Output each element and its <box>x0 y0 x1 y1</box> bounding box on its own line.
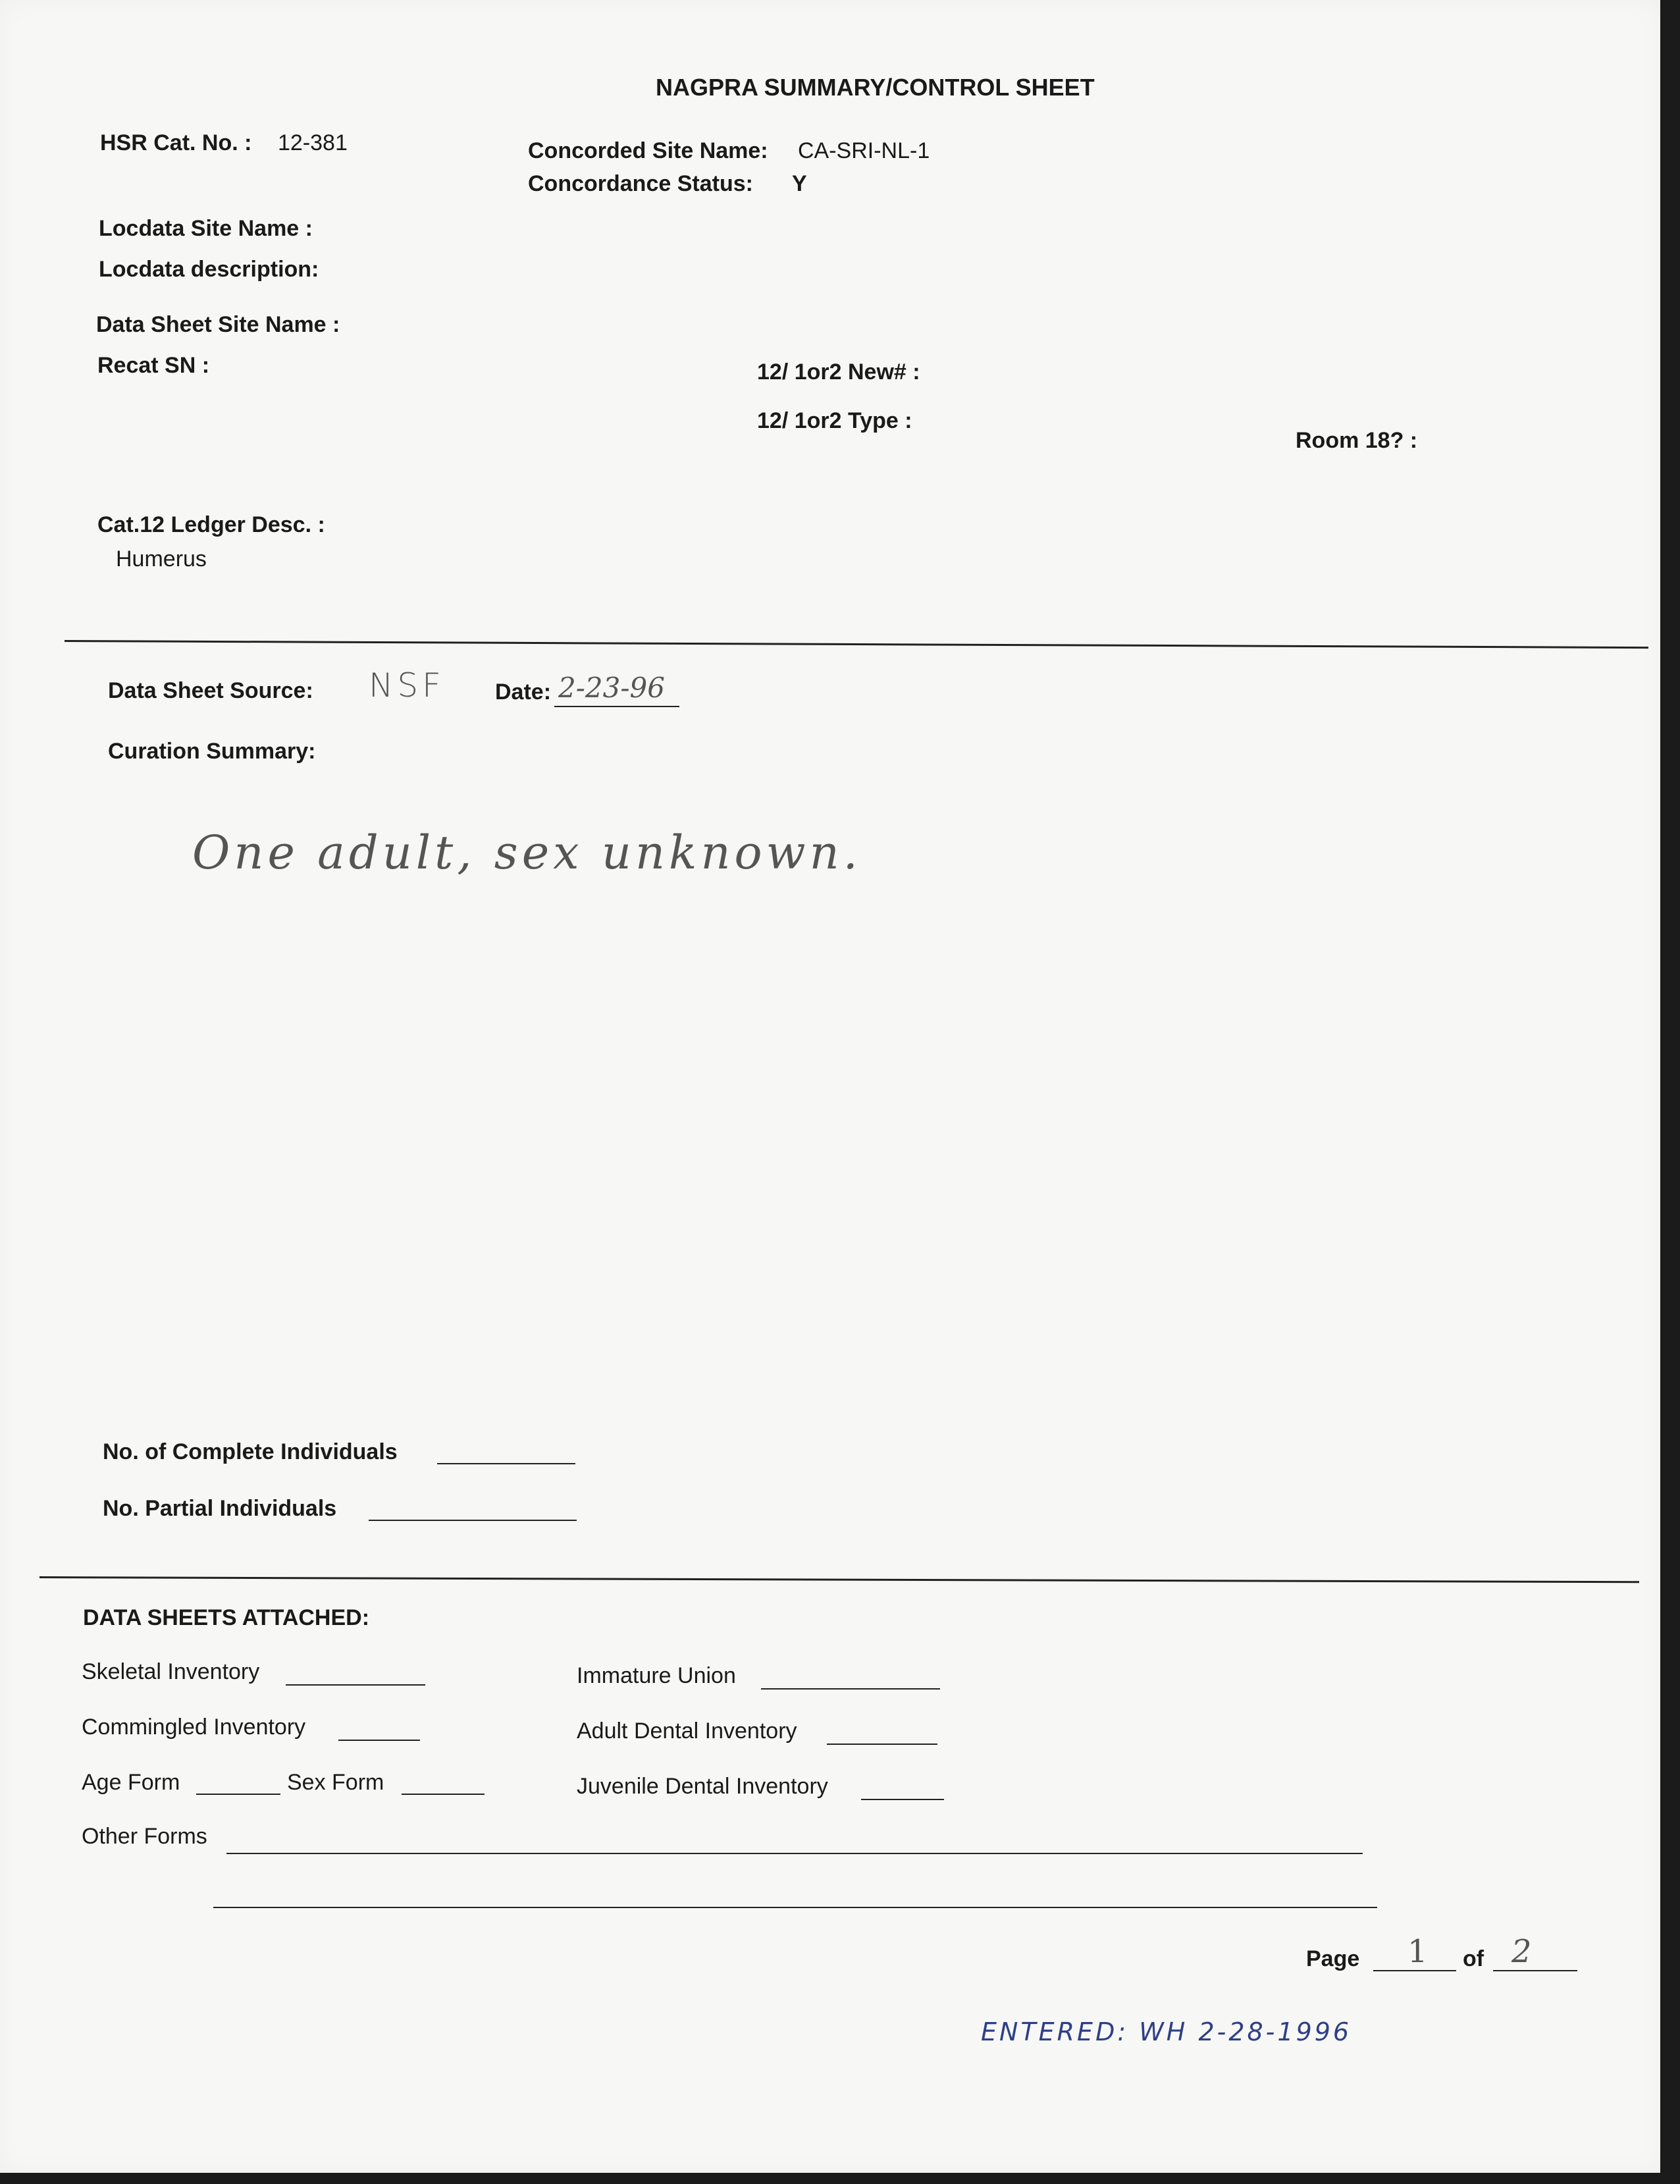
adult-dental-inventory-blank <box>827 1744 937 1745</box>
adult-dental-inventory-label: Adult Dental Inventory <box>577 1718 797 1744</box>
immature-union-blank <box>761 1688 940 1690</box>
page-number-blank <box>1373 1970 1456 1971</box>
commingled-inventory-blank <box>338 1740 420 1741</box>
concorded-site-value: CA-SRI-NL-1 <box>798 138 930 163</box>
date-label: Date: <box>495 679 552 705</box>
new-num-label: 12/ 1or2 New# : <box>757 360 920 385</box>
skeletal-inventory-blank <box>286 1684 425 1686</box>
other-forms-blank-2 <box>213 1907 1377 1908</box>
date-value: 2-23-96 <box>558 672 665 704</box>
data-sheet-site-name-label: Data Sheet Site Name : <box>96 312 340 337</box>
data-sheet-source-label: Data Sheet Source: <box>108 678 313 703</box>
hsr-cat-label: HSR Cat. No. : <box>100 130 252 155</box>
page-total-blank <box>1493 1970 1577 1971</box>
page-number-value: 1 <box>1407 1933 1428 1970</box>
immature-union-label: Immature Union <box>577 1663 736 1688</box>
juvenile-dental-inventory-blank <box>861 1799 944 1800</box>
other-forms-blank-1 <box>226 1853 1363 1854</box>
concordance-status-value: Y <box>792 171 807 196</box>
sex-form-blank <box>402 1794 485 1795</box>
other-forms-label: Other Forms <box>82 1824 207 1849</box>
attachments-heading: DATA SHEETS ATTACHED: <box>83 1605 370 1630</box>
curation-summary-label: Curation Summary: <box>108 739 316 764</box>
juvenile-dental-inventory-label: Juvenile Dental Inventory <box>577 1774 828 1799</box>
room18-label: Room 18? : <box>1296 428 1418 453</box>
complete-individuals-blank <box>437 1463 575 1464</box>
concordance-status-label: Concordance Status: <box>528 171 753 196</box>
complete-individuals-label: No. of Complete Individuals <box>103 1439 398 1464</box>
partial-individuals-label: No. Partial Individuals <box>103 1496 337 1521</box>
scan-edge-bottom <box>0 2173 1680 2184</box>
entered-note: ENTERED: WH 2-28-1996 <box>981 2017 1352 2046</box>
ledger-desc-label: Cat.12 Ledger Desc. : <box>97 512 325 537</box>
age-form-label: Age Form <box>82 1770 180 1795</box>
locdata-description-label: Locdata description: <box>99 257 319 282</box>
scan-edge-right <box>1660 0 1680 2184</box>
locdata-site-name-label: Locdata Site Name : <box>99 216 313 241</box>
page-label: Page <box>1306 1946 1360 1971</box>
hsr-cat-value: 12-381 <box>278 130 348 155</box>
form-title: NAGPRA SUMMARY/CONTROL SHEET <box>656 74 1095 101</box>
of-label: of <box>1463 1946 1484 1971</box>
age-form-blank <box>196 1794 280 1795</box>
recat-sn-label: Recat SN : <box>97 353 210 378</box>
partial-individuals-blank <box>369 1520 577 1521</box>
concorded-site-label: Concorded Site Name: <box>528 138 768 163</box>
sex-form-label: Sex Form <box>287 1770 384 1795</box>
commingled-inventory-label: Commingled Inventory <box>82 1715 306 1740</box>
ledger-desc-value: Humerus <box>116 546 207 572</box>
type-label: 12/ 1or2 Type : <box>757 408 912 433</box>
skeletal-inventory-label: Skeletal Inventory <box>82 1659 260 1684</box>
data-sheet-source-value: NSF <box>369 666 445 705</box>
curation-summary-text: One adult, sex unknown. <box>192 826 862 880</box>
date-underline <box>554 706 679 707</box>
page-total-value: 2 <box>1511 1933 1532 1970</box>
